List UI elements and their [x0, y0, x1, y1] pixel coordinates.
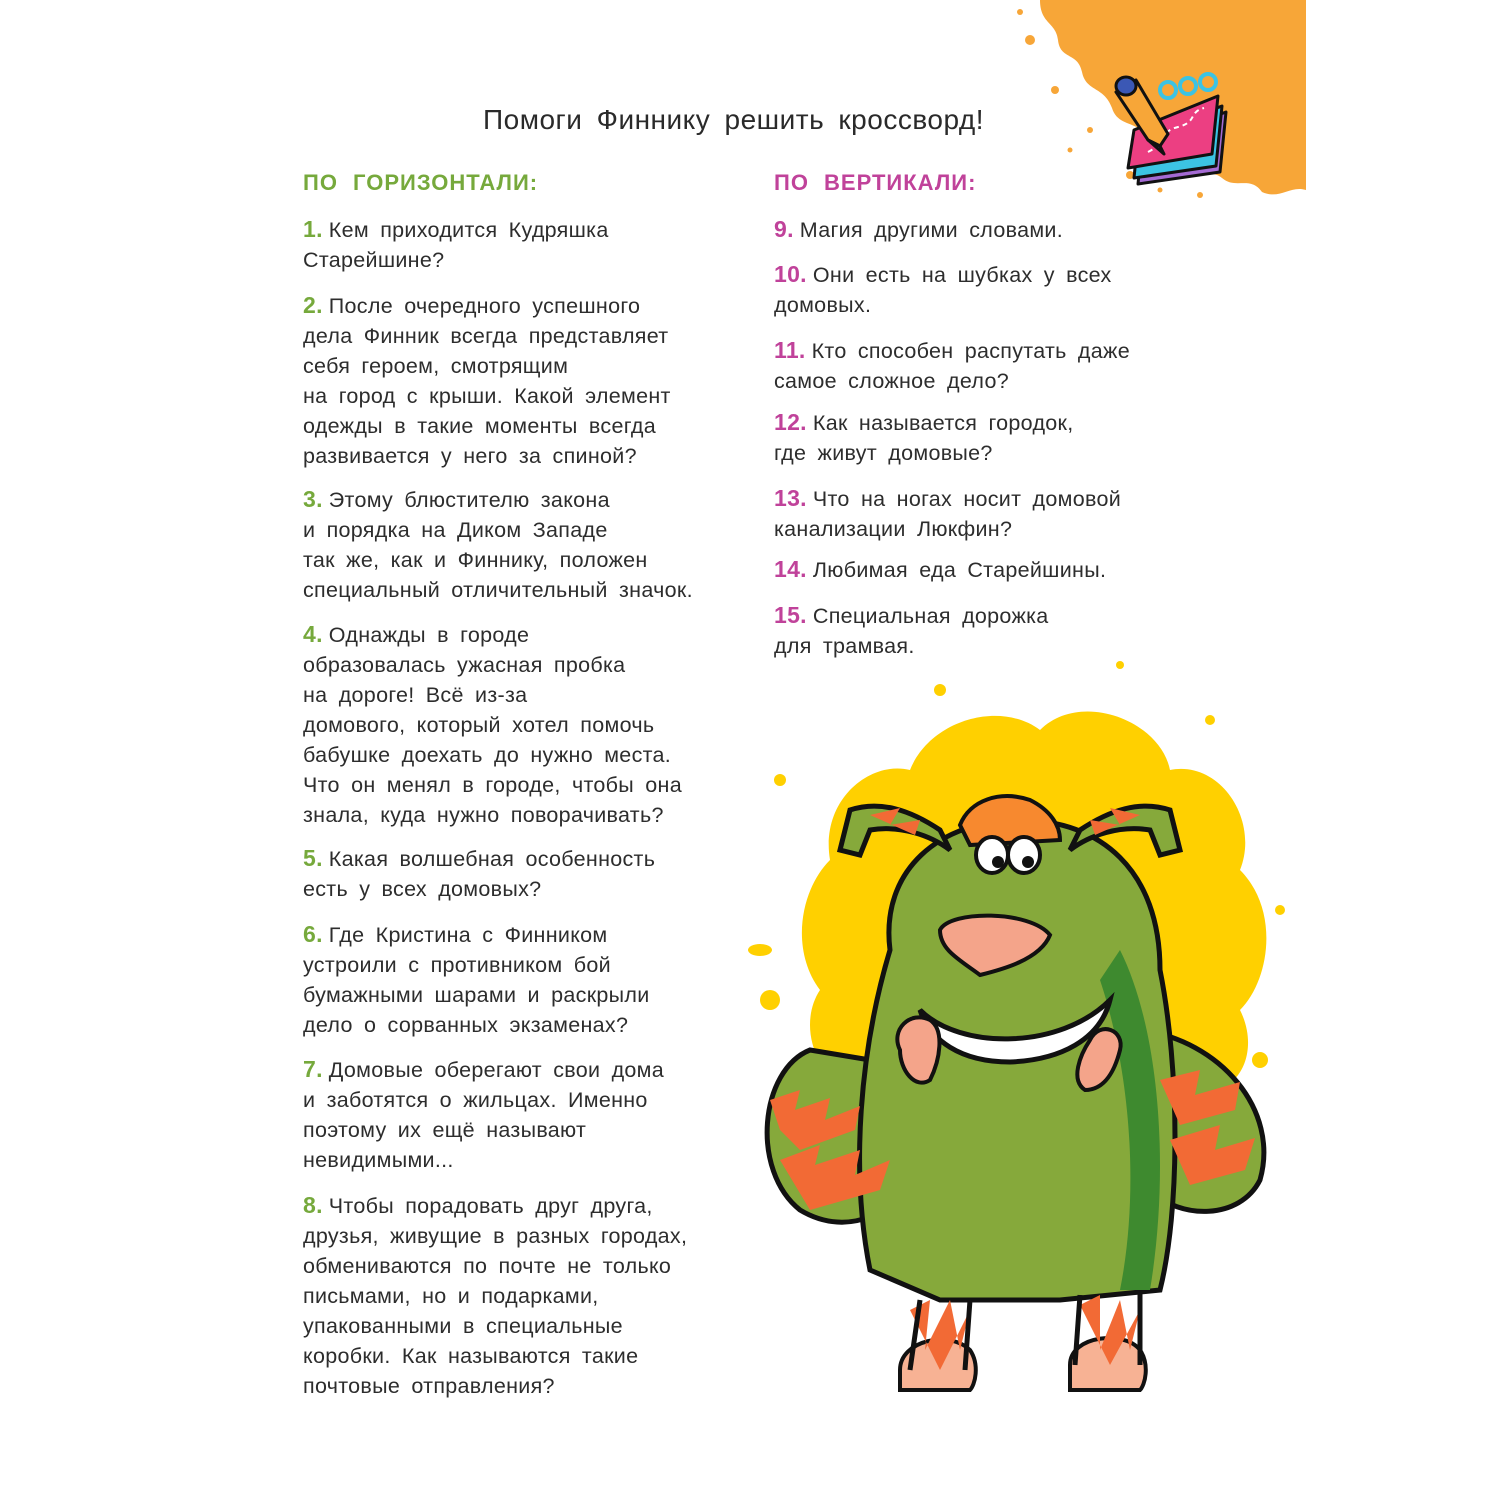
clue-number: 5.: [303, 845, 323, 871]
clue-number: 15.: [774, 602, 807, 628]
clue-number: 10.: [774, 261, 807, 287]
clue-13: 13. Что на ногах носит домовой канализации Люкфин?: [774, 485, 1122, 541]
clue-15: 15. Специальная дорожка для трамвая.: [774, 602, 1049, 658]
clue-9: 9. Магия другими словами.: [774, 216, 1063, 242]
clue-number: 6.: [303, 921, 323, 947]
clue-4: 4. Однажды в городе образовалась ужасная пробка на дороге! Всё из-за домового, который хотел помочь бабушке доехать до нужно места. Что он менял в городе, чтобы она знала, куда нужно поворачивать?: [303, 621, 682, 827]
clue-7: 7. Домовые оберегают свои дома и заботятся о жильцах. Именно поэтому их ещё называют невидимыми...: [303, 1056, 665, 1172]
clue-1: 1. Кем приходится Кудряшка Старейшине?: [303, 216, 609, 272]
clue-number: 7.: [303, 1056, 323, 1082]
notebook-pencil-icon: [1108, 72, 1232, 190]
mascot-illustration: [740, 650, 1300, 1420]
clue-number: 12.: [774, 409, 807, 435]
clue-number: 14.: [774, 556, 807, 582]
page-title: Помоги Финнику решить кроссворд!: [483, 104, 985, 135]
clue-14: 14. Любимая еда Старейшины.: [774, 556, 1107, 582]
clue-2: 2. После очередного успешного дела Финник всегда представляет себя героем, смотрящим на город с крыши. Какой элемент одежды в такие моменты всегда развивается у него за спиной?: [303, 292, 671, 468]
clue-number: 11.: [774, 337, 806, 363]
clue-number: 13.: [774, 485, 807, 511]
clue-number: 3.: [303, 486, 323, 512]
clue-10: 10. Они есть на шубках у всех домовых.: [774, 261, 1112, 317]
clue-12: 12. Как называется городок, где живут домовые?: [774, 409, 1074, 465]
across-heading: ПО ГОРИЗОНТАЛИ:: [303, 170, 539, 195]
clue-number: 8.: [303, 1192, 323, 1218]
clue-5: 5. Какая волшебная особенность есть у всех домовых?: [303, 845, 656, 901]
page-margin: [1306, 0, 1500, 1500]
down-heading: ПО ВЕРТИКАЛИ:: [774, 170, 977, 195]
clue-number: 2.: [303, 292, 323, 318]
clue-3: 3. Этому блюстителю закона и порядка на Диком Западе так же, как и Финнику, положен специальный отличительный значок.: [303, 486, 693, 602]
clue-11: 11. Кто способен распутать даже самое сложное дело?: [774, 337, 1130, 393]
clue-6: 6. Где Кристина с Финником устроили с противником бой бумажными шарами и раскрыли дело о сорванных экзаменах?: [303, 921, 650, 1037]
clue-number: 9.: [774, 216, 794, 242]
clue-8: 8. Чтобы порадовать друг друга, друзья, живущие в разных городах, обмениваются по почте не только письмами, но и подарками, упакованными в специальные коробки. Как называются такие почтовые отправления?: [303, 1192, 688, 1398]
clue-number: 1.: [303, 216, 323, 242]
clue-number: 4.: [303, 621, 323, 647]
